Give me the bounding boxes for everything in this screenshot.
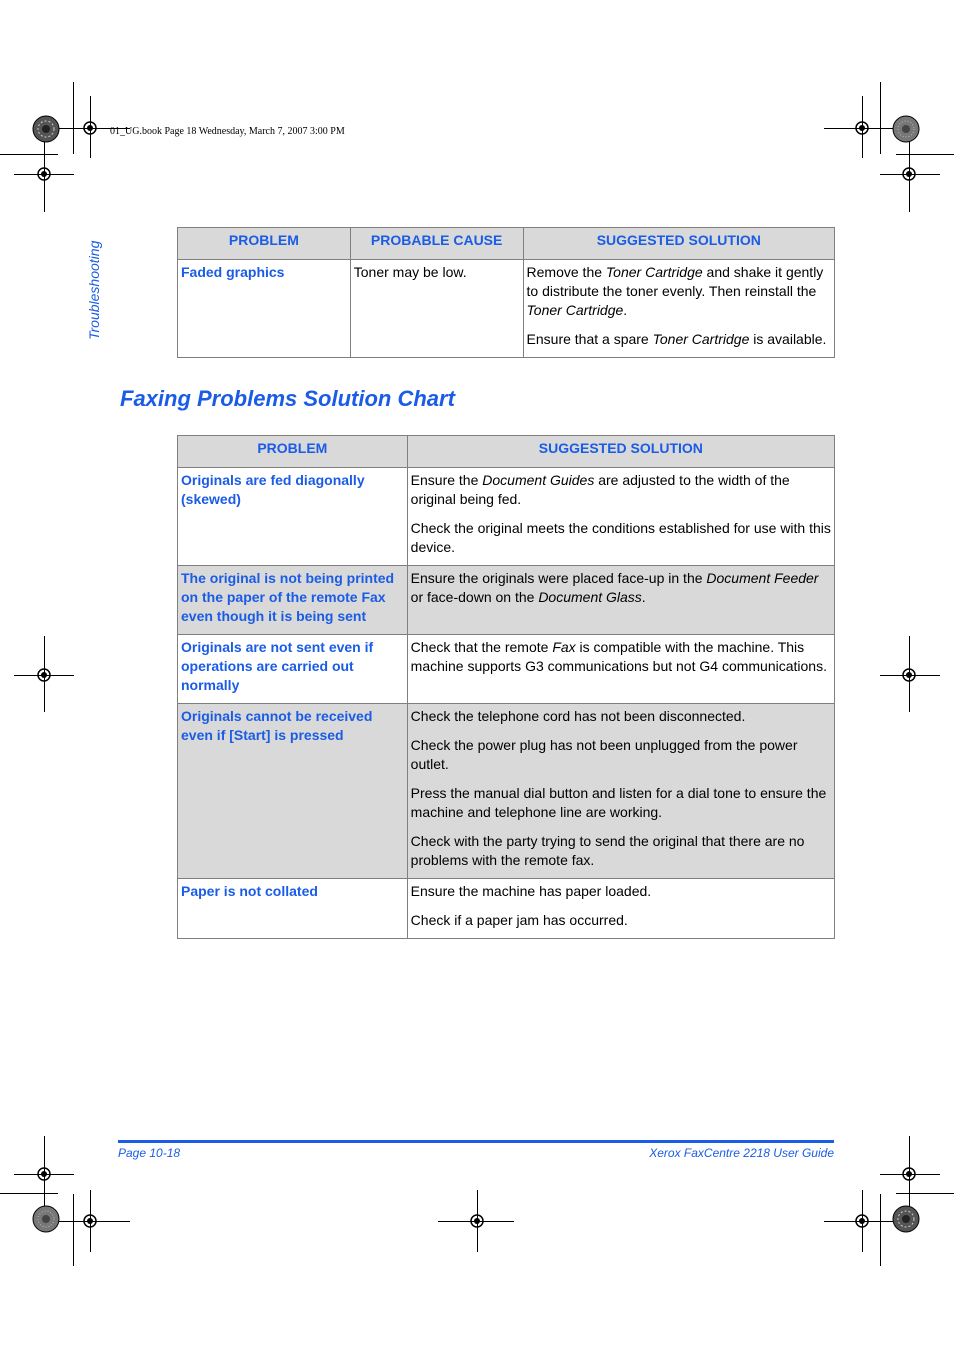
color-target-icon	[32, 115, 60, 143]
section-heading: Faxing Problems Solution Chart	[120, 386, 455, 411]
registration-mark-icon	[854, 120, 870, 136]
table-row	[178, 879, 835, 939]
registration-mark-icon	[901, 667, 917, 683]
solution-paragraph: Ensure that a spare Toner Cartridge is available.	[526, 331, 827, 347]
registration-mark-icon	[901, 166, 917, 182]
footer-divider	[118, 1140, 834, 1143]
column-header-solution: SUGGESTED SOLUTION	[407, 436, 834, 468]
guide-title: Xerox FaxCentre 2218 User Guide	[649, 1146, 834, 1160]
solution-paragraph: Check the power plug has not been unplugged from the power outlet.	[410, 737, 798, 772]
problem-cell: The original is not being printed on the paper of the remote Fax even though it is being sent	[178, 566, 408, 635]
column-header-solution: SUGGESTED SOLUTION	[523, 228, 834, 260]
solution-paragraph: Ensure the Document Guides are adjusted to the width of the original being fed.	[410, 472, 790, 507]
problem-cell: Paper is not collated	[178, 879, 408, 939]
solution-paragraph: Check the telephone cord has not been disconnected.	[410, 708, 746, 724]
table-header-row	[178, 436, 835, 468]
cause-cell: Toner may be low.	[350, 260, 523, 358]
column-header-cause: PROBABLE CAUSE	[350, 228, 523, 260]
solution-cell	[407, 879, 834, 939]
print-slug: 01_UG.book Page 18 Wednesday, March 7, 2007 3:00 PM	[110, 126, 345, 137]
table-row	[178, 468, 835, 566]
registration-mark-icon	[82, 120, 98, 136]
solution-cell	[407, 566, 834, 635]
troubleshooting-table	[177, 227, 835, 358]
registration-mark-icon	[36, 1166, 52, 1182]
solution-cell	[407, 704, 834, 879]
faxing-problems-table	[177, 435, 835, 939]
solution-paragraph: Check if a paper jam has occurred.	[410, 912, 628, 928]
table-row	[178, 566, 835, 635]
registration-mark-icon	[36, 667, 52, 683]
problem-cell: Faded graphics	[178, 260, 351, 358]
table-header-row	[178, 228, 835, 260]
color-target-icon	[892, 1205, 920, 1233]
column-header-problem: PROBLEM	[178, 436, 408, 468]
column-header-problem: PROBLEM	[178, 228, 351, 260]
color-target-icon	[892, 115, 920, 143]
solution-paragraph: Press the manual dial button and listen for a dial tone to ensure the machine and telephone line are working.	[410, 785, 827, 820]
registration-mark-icon	[82, 1213, 98, 1229]
solution-paragraph: Ensure the machine has paper loaded.	[410, 883, 652, 899]
solution-paragraph: Check the original meets the conditions established for use with this device.	[410, 520, 831, 555]
color-target-icon	[32, 1205, 60, 1233]
page-number: Page 10-18	[118, 1146, 181, 1160]
table-row	[178, 635, 835, 704]
solution-cell	[407, 635, 834, 704]
registration-mark-icon	[36, 166, 52, 182]
solution-paragraph: Ensure the originals were placed face-up in the Document Feeder or face-down on the Document Glass.	[410, 570, 819, 605]
section-tab: Troubleshooting	[86, 240, 102, 340]
solution-cell	[523, 260, 834, 358]
registration-mark-icon	[469, 1213, 485, 1229]
registration-mark-icon	[854, 1213, 870, 1229]
solution-paragraph: Check that the remote Fax is compatible with the machine. This machine supports G3 communications but not G4 communications.	[410, 639, 827, 674]
table-row	[178, 704, 835, 879]
solution-cell	[407, 468, 834, 566]
problem-cell: Originals cannot be received even if [Start] is pressed	[178, 704, 408, 879]
problem-cell: Originals are fed diagonally (skewed)	[178, 468, 408, 566]
registration-mark-icon	[901, 1166, 917, 1182]
solution-paragraph: Remove the Toner Cartridge and shake it gently to distribute the toner evenly. Then reinstall the Toner Cartridge.	[526, 264, 824, 318]
solution-paragraph: Check with the party trying to send the original that there are no problems with the remote fax.	[410, 833, 805, 868]
problem-cell: Originals are not sent even if operations are carried out normally	[178, 635, 408, 704]
table-row	[178, 260, 835, 358]
